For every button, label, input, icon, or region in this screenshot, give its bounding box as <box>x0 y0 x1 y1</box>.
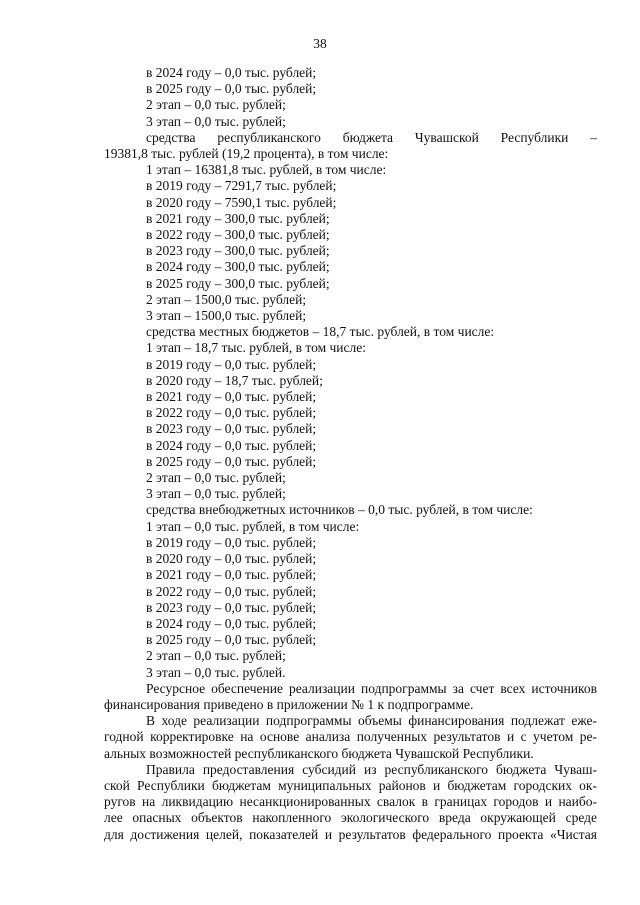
text-line: в 2019 году – 0,0 тыс. рублей; <box>146 356 317 372</box>
text-line: 2 этап – 0,0 тыс. рублей; <box>146 648 286 664</box>
text-line: 2 этап – 0,0 тыс. рублей; <box>146 97 286 113</box>
text-line: в 2020 году – 18,7 тыс. рублей; <box>146 372 323 388</box>
text-line: 3 этап – 0,0 тыс. рублей; <box>146 486 286 502</box>
text-line: в 2022 году – 0,0 тыс. рублей; <box>146 405 317 421</box>
text-line: 3 этап – 0,0 тыс. рублей; <box>146 113 286 129</box>
rules-paragraph-line: Правила предоставления субсидий из республиканского бюджета Чуваш- <box>146 761 597 777</box>
rules-paragraph-line: ругов на ликвидацию несанкционированных свалок в границах городов и наибо- <box>104 794 597 810</box>
document-body <box>104 65 597 843</box>
text-line: 2 этап – 1500,0 тыс. рублей; <box>146 291 307 307</box>
rules-paragraph-line: ской Республики бюджетам муниципальных районов и бюджетам городских ок- <box>104 777 597 793</box>
text-line: в 2024 году – 300,0 тыс. рублей; <box>146 259 330 275</box>
text-line: в 2025 году – 0,0 тыс. рублей; <box>146 453 317 469</box>
text-line: в 2022 году – 0,0 тыс. рублей; <box>146 583 317 599</box>
resources-paragraph-line: финансирования приведено в приложении № 1 к подпрограмме. <box>104 696 474 712</box>
text-line: в 2020 году – 0,0 тыс. рублей; <box>146 551 317 567</box>
text-line: в 2023 году – 0,0 тыс. рублей; <box>146 599 317 615</box>
text-line: в 2023 году – 300,0 тыс. рублей; <box>146 243 330 259</box>
text-line: 3 этап – 1500,0 тыс. рублей; <box>146 308 307 324</box>
text-line: 1 этап – 16381,8 тыс. рублей, в том числе: <box>146 162 387 178</box>
local-budget-heading: средства местных бюджетов – 18,7 тыс. рублей, в том числе: <box>146 324 495 340</box>
text-line: в 2025 году – 0,0 тыс. рублей; <box>146 81 317 97</box>
adjust-paragraph-line: В ходе реализации подпрограммы объемы финансирования подлежат еже- <box>146 713 597 729</box>
text-line: 1 этап – 18,7 тыс. рублей, в том числе: <box>146 340 366 356</box>
rep-budget-heading-cont: 19381,8 тыс. рублей (19,2 процента), в том числе: <box>104 146 389 162</box>
resources-paragraph-line: Ресурсное обеспечение реализации подпрограммы за счет всех источников <box>146 680 597 696</box>
extra-budget-heading: средства внебюджетных источников – 0,0 тыс. рублей, в том числе: <box>146 502 533 518</box>
rules-paragraph-line: лее опасных объектов накопленного экологического вреда окружающей среде <box>104 810 597 826</box>
text-line: в 2024 году – 0,0 тыс. рублей; <box>146 615 317 631</box>
rep-budget-heading: средства республиканского бюджета Чувашской Республики – <box>146 129 597 145</box>
adjust-paragraph-line: годной корректировке на основе анализа полученных результатов и с учетом ре- <box>104 729 597 745</box>
text-line: в 2021 году – 0,0 тыс. рублей; <box>146 389 317 405</box>
text-line: в 2019 году – 0,0 тыс. рублей; <box>146 534 317 550</box>
text-line: 2 этап – 0,0 тыс. рублей; <box>146 470 286 486</box>
text-line: 3 этап – 0,0 тыс. рублей. <box>146 664 286 680</box>
text-line: в 2025 году – 0,0 тыс. рублей; <box>146 632 317 648</box>
rules-paragraph-line: для достижения целей, показателей и результатов федерального проекта «Чистая <box>104 826 597 842</box>
page-number: 38 <box>313 36 327 51</box>
text-line: в 2020 году – 7590,1 тыс. рублей; <box>146 194 337 210</box>
text-line: 1 этап – 0,0 тыс. рублей, в том числе: <box>146 518 360 534</box>
text-line: в 2021 году – 0,0 тыс. рублей; <box>146 567 317 583</box>
text-line: в 2023 году – 0,0 тыс. рублей; <box>146 421 317 437</box>
text-line: в 2024 году – 0,0 тыс. рублей; <box>146 65 317 80</box>
text-line: в 2025 году – 300,0 тыс. рублей; <box>146 275 330 291</box>
adjust-paragraph-line: альных возможностей республиканского бюджета Чувашской Республики. <box>104 745 534 761</box>
text-line: в 2019 году – 7291,7 тыс. рублей; <box>146 178 337 194</box>
text-line: в 2021 году – 300,0 тыс. рублей; <box>146 210 330 226</box>
text-line: в 2024 году – 0,0 тыс. рублей; <box>146 437 317 453</box>
text-line: в 2022 году – 300,0 тыс. рублей; <box>146 227 330 243</box>
